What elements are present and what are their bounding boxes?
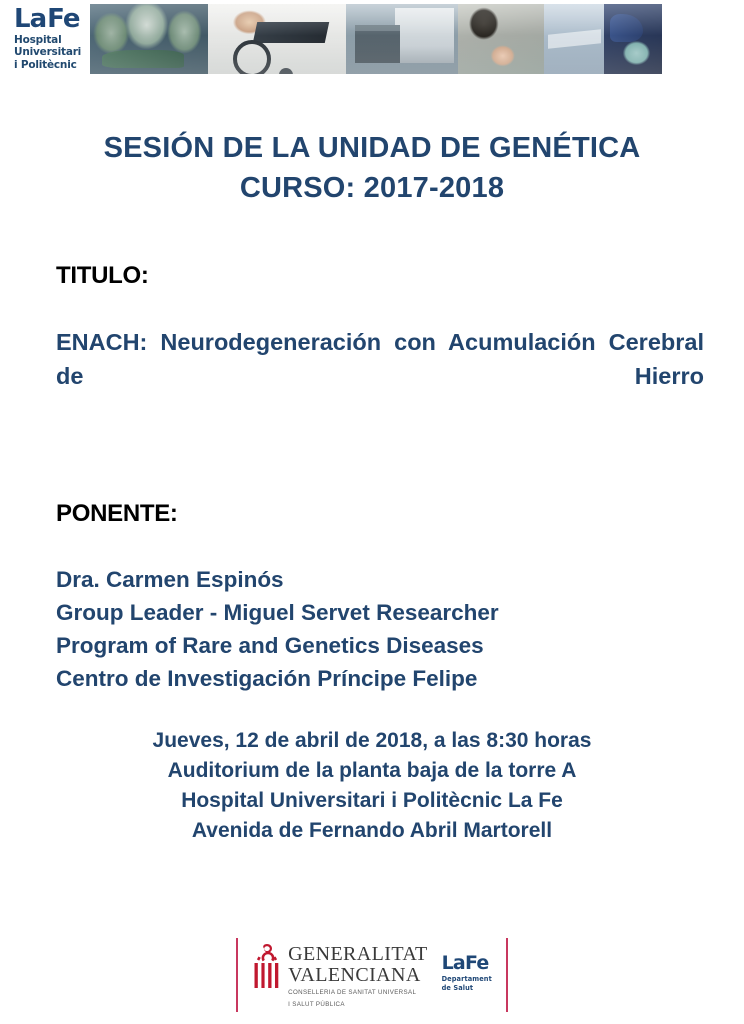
lafe-footer-subtitle-line1: Departament: [441, 974, 492, 983]
conselleria-line1: CONSELLERIA DE SANITAT UNIVERSAL: [288, 989, 417, 997]
page-title: [0, 128, 744, 208]
page-title-line2: CURSO: 2017-2018: [239, 172, 505, 205]
lafe-footer-subtitle: [442, 975, 492, 992]
lafe-wordmark-fe: Fe: [47, 4, 80, 34]
talk-title-label: TITULO:: [56, 262, 149, 289]
hospital-sign-photo: [544, 4, 604, 74]
speaker-section: [56, 500, 704, 696]
generalitat-text: [288, 940, 427, 1010]
event-datetime: Jueves, 12 de abril de 2018, a las 8:30 horas: [152, 729, 592, 752]
lafe-wordmark: [14, 6, 92, 32]
talk-title-text: ENACH: Neurodegeneración con Acumulación Cerebral de Hierro: [56, 328, 704, 390]
speaker-details: [56, 564, 704, 695]
nurse-with-baby-photo: [458, 4, 544, 74]
lafe-footer-wordmark-la: La: [441, 951, 465, 974]
lafe-hospital-logo: [14, 6, 92, 71]
poster-header: [0, 0, 744, 82]
footer-divider-left: [236, 938, 238, 1012]
lafe-footer-wordmark: [441, 951, 492, 974]
lafe-logo-subtitle-line3: i Politècnic: [14, 58, 77, 71]
lafe-wordmark-la: La: [14, 4, 47, 34]
lafe-departament-logo: [441, 951, 492, 996]
lafe-logo-subtitle: [14, 34, 92, 71]
speaker-role: Group Leader - Miguel Servet Researcher: [56, 600, 499, 626]
footer-divider-right: [506, 938, 508, 1012]
lafe-footer-subtitle-line2: de Salut: [441, 983, 474, 992]
lafe-logo-subtitle-line2: Universitari: [14, 46, 82, 59]
lafe-footer-wordmark-fe: Fe: [464, 951, 489, 974]
poster-footer: [0, 934, 744, 1016]
page-title-line1: SESIÓN DE LA UNIDAD DE GENÉTICA: [103, 132, 641, 164]
speaker-program: Program of Rare and Genetics Diseases: [56, 633, 484, 659]
header-photo-banner: [90, 4, 662, 74]
speaker-label: PONENTE:: [56, 499, 178, 527]
generalitat-name-line2: VALENCIANA: [288, 963, 421, 986]
poster-content: [56, 262, 704, 696]
speaker-name: Dra. Carmen Espinós: [56, 567, 284, 593]
generalitat-crest-icon: [252, 943, 282, 989]
event-details: [0, 726, 744, 846]
generalitat-name-line1: GENERALITAT: [288, 943, 428, 966]
speaker-institution: Centro de Investigación Príncipe Felipe: [56, 666, 478, 692]
event-room: Auditorium de la planta baja de la torre A: [167, 759, 577, 783]
lafe-logo-subtitle-line1: Hospital: [14, 34, 62, 46]
surgery-photo: [90, 4, 208, 74]
generalitat-valenciana-logo: [252, 940, 427, 1010]
lab-technician-photo: [604, 4, 662, 74]
event-venue: Hospital Universitari i Politècnic La Fe: [181, 789, 563, 813]
conselleria-line2: I SALUT PÚBLICA: [288, 1001, 345, 1009]
event-address: Avenida de Fernando Abril Martorell: [191, 819, 553, 843]
stethoscope-laptop-photo: [208, 4, 346, 74]
hospital-exterior-photo: [346, 4, 458, 74]
